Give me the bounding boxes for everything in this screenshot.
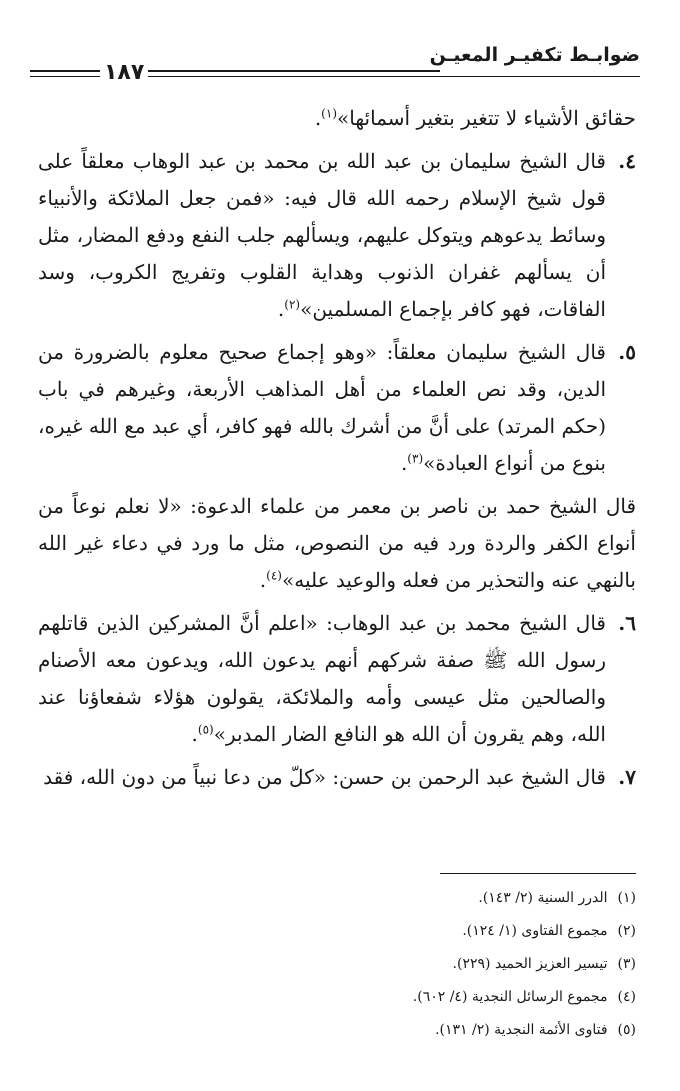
footnote-1	[38, 882, 636, 915]
footnote-text: الدرر السنية (٢/ ١٤٣).	[478, 890, 608, 906]
footnote-number: (٣)	[617, 956, 636, 972]
item-number: ٦.	[618, 611, 636, 635]
item-number: ٤.	[618, 149, 636, 173]
item-end: .	[191, 722, 198, 746]
item-text: قال الشيخ محمد بن عبد الوهاب: «اعلم أنَّ المشركين الذين قاتلهم رسول الله ﷺ صفة شركهم أنهم يدعون الله، ويدعون معه الأصنام والصالحين مثل عيسى وأمه والملائكة، يقولون هؤلاء شفعاؤنا عند الله، وهم يقرون أن الله هو النافع الضار المدبر»	[38, 611, 606, 746]
intro-end: .	[314, 106, 322, 130]
page-number: ١٨٧	[100, 60, 148, 85]
footnote-number: (٥)	[617, 1022, 636, 1038]
intro-paragraph	[38, 100, 636, 137]
footnote-text: تيسير العزيز الحميد (٢٢٩).	[452, 956, 608, 972]
footnote-2	[38, 915, 636, 948]
item-text: قال الشيخ سليمان معلقاً: «وهو إجماع صحيح معلوم بالضرورة من الدين، وقد نص العلماء من أهل المذاهب الأربعة، وغيرهم في باب (حكم المرتد) على أنَّ من أشرك بالله فهو كافر، أي عبد مع الله غيره، بنوع من أنواع العبادة»	[38, 340, 607, 475]
footnote-ref: (١)	[321, 106, 337, 121]
intro-text: حقائق الأشياء لا تتغير بتغير أسمائها»	[337, 106, 636, 130]
item-number: ٥.	[618, 340, 636, 364]
footnote-text: مجموع الرسائل النجدية (٤/ ٦٠٢).	[412, 989, 608, 1005]
item-text: قال الشيخ سليمان بن عبد الله بن محمد بن عبد الوهاب معلقاً على قول شيخ الإسلام رحمه الله قال فيه: «فمن جعل الملائكة والأنبياء وسائط يدعوهم ويتوكل عليهم، ويسألهم جلب النفع ودفع المضار، مثل أن يسألهم غفران الذنوب وهداية القلوب وتفريج الكروب، وسد الفاقات، فهو كافر بإجماع المسلمين»	[38, 149, 606, 321]
main-text	[38, 100, 636, 802]
footnote-3	[38, 948, 636, 981]
footnote-ref: (٥)	[197, 722, 214, 737]
list-item-7	[38, 759, 636, 796]
list-item-4	[38, 143, 636, 328]
paragraph-hamad	[38, 488, 636, 599]
footnote-ref: (٤)	[266, 568, 282, 583]
footnote-number: (٢)	[617, 923, 636, 939]
footnote-number: (١)	[617, 890, 636, 906]
footnote-separator	[440, 873, 636, 874]
item-number: ٧.	[618, 765, 636, 789]
footnotes	[38, 882, 636, 1047]
footnote-text: مجموع الفتاوى (١/ ١٢٤).	[462, 923, 608, 939]
item-text: قال الشيخ عبد الرحمن بن حسن: «كلّ من دعا نبياً من دون الله، فقد	[43, 765, 606, 789]
list-item-5	[38, 334, 636, 482]
paragraph-end: .	[259, 568, 267, 592]
footnote-ref: (٢)	[284, 297, 301, 312]
footnote-5	[38, 1014, 636, 1047]
footnote-ref: (٣)	[407, 451, 424, 466]
footnote-4	[38, 981, 636, 1014]
page-header	[30, 44, 640, 85]
list-item-6	[38, 605, 636, 753]
header-rule	[30, 70, 440, 72]
footnote-number: (٤)	[617, 989, 636, 1005]
item-end: .	[400, 451, 408, 475]
footnote-text: فتاوى الأئمة النجدية (٢/ ١٣١).	[435, 1022, 608, 1038]
item-end: .	[277, 297, 285, 321]
paragraph-text: قال الشيخ حمد بن ناصر بن معمر من علماء الدعوة: «لا نعلم نوعاً من أنواع الكفر والردة ورد فيه من النصوص، مثل ما ورد في دعاء غير الله بالنهي عنه والتحذير من فعله والوعيد عليه»	[38, 494, 636, 592]
running-title: ضوابـط تكفيـر المعيـن	[429, 44, 640, 66]
